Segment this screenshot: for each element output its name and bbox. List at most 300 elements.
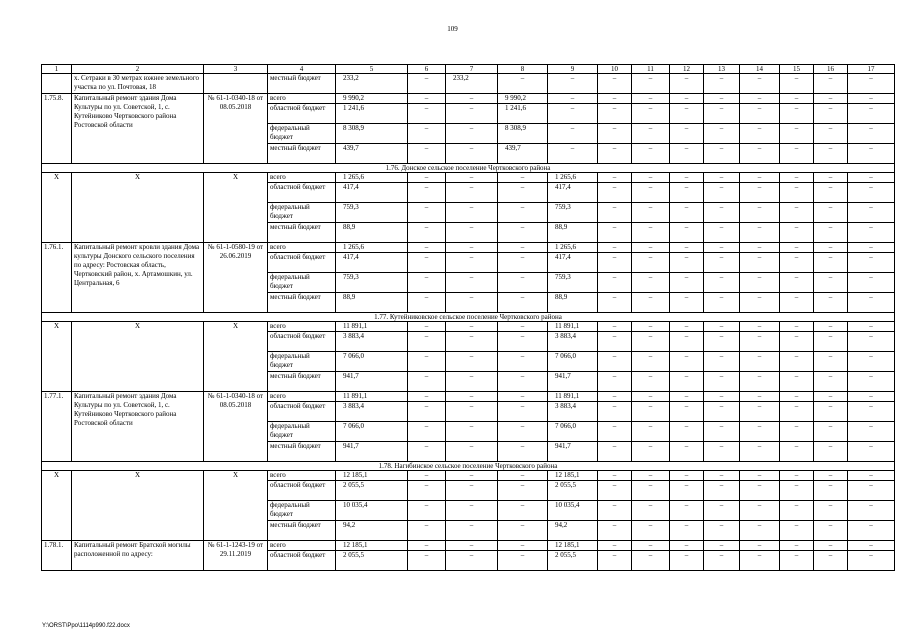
value-cell: – — [848, 392, 895, 402]
value-cell: 941,7 — [548, 442, 598, 462]
value-cell: – — [780, 124, 814, 144]
value-cell: – — [498, 402, 548, 422]
value-cell: – — [848, 293, 895, 313]
funding-source: всего — [268, 322, 336, 332]
item-number: 1.78.1. — [42, 541, 72, 571]
funding-source: всего — [268, 471, 336, 481]
value-cell: – — [848, 253, 895, 273]
value-cell: – — [446, 94, 498, 104]
value-cell: – — [408, 322, 446, 332]
value-cell: – — [780, 422, 814, 442]
value-cell: – — [498, 551, 548, 571]
funding-source: областной бюджет — [268, 104, 336, 124]
value-cell: – — [670, 183, 704, 203]
value-cell: – — [780, 501, 814, 521]
value-cell: – — [446, 173, 498, 183]
value-cell: – — [408, 541, 446, 551]
value-cell: 3 883,4 — [548, 402, 598, 422]
value-cell: 2 055,5 — [548, 481, 598, 501]
funding-source: всего — [268, 243, 336, 253]
item-number: X — [42, 173, 72, 243]
value-cell: – — [408, 352, 446, 372]
value-cell: – — [848, 74, 895, 94]
table-body — [42, 65, 895, 571]
value-cell: – — [814, 183, 848, 203]
value-cell: 1 265,6 — [336, 243, 408, 253]
value-cell: 10 035,4 — [548, 501, 598, 521]
value-cell: – — [408, 293, 446, 313]
value-cell: – — [814, 521, 848, 541]
value-cell: – — [446, 203, 498, 223]
value-cell: 11 891,1 — [548, 392, 598, 402]
value-cell: – — [848, 173, 895, 183]
item-name: Капитальный ремонт здания Дома Культуры по ул. Советской, 1, с. Кутейниково Чертковского района Ростовской области — [72, 94, 204, 164]
value-cell: – — [498, 481, 548, 501]
value-cell: – — [598, 372, 632, 392]
value-cell: – — [498, 74, 548, 94]
value-cell: – — [670, 442, 704, 462]
value-cell: – — [598, 402, 632, 422]
document-number: X — [204, 322, 268, 392]
value-cell: – — [670, 481, 704, 501]
table-row — [42, 243, 895, 253]
value-cell: – — [848, 501, 895, 521]
value-cell: – — [408, 74, 446, 94]
value-cell: – — [670, 243, 704, 253]
value-cell: – — [498, 501, 548, 521]
column-header: 3 — [204, 65, 268, 74]
value-cell: – — [670, 501, 704, 521]
value-cell: – — [780, 541, 814, 551]
value-cell: 1 265,6 — [548, 173, 598, 183]
item-number: 1.77.1. — [42, 392, 72, 462]
value-cell: – — [704, 402, 740, 422]
column-header: 10 — [598, 65, 632, 74]
value-cell: 2 055,5 — [336, 551, 408, 571]
value-cell: – — [632, 541, 670, 551]
value-cell: – — [740, 322, 780, 332]
value-cell: – — [740, 223, 780, 243]
value-cell: 10 035,4 — [336, 501, 408, 521]
value-cell: – — [704, 352, 740, 372]
value-cell: – — [780, 322, 814, 332]
value-cell: – — [848, 322, 895, 332]
value-cell: – — [848, 442, 895, 462]
value-cell: – — [632, 481, 670, 501]
value-cell: – — [814, 481, 848, 501]
value-cell: 759,3 — [336, 273, 408, 293]
column-header: 8 — [498, 65, 548, 74]
value-cell: – — [598, 243, 632, 253]
value-cell: – — [704, 442, 740, 462]
funding-source: местный бюджет — [268, 442, 336, 462]
column-header: 7 — [446, 65, 498, 74]
value-cell: – — [780, 481, 814, 501]
value-cell: – — [670, 223, 704, 243]
value-cell: – — [848, 243, 895, 253]
value-cell: 11 891,1 — [336, 392, 408, 402]
value-cell: – — [848, 372, 895, 392]
value-cell: – — [670, 372, 704, 392]
value-cell: – — [632, 173, 670, 183]
value-cell: – — [780, 332, 814, 352]
value-cell: – — [704, 372, 740, 392]
value-cell: – — [498, 471, 548, 481]
value-cell: – — [632, 273, 670, 293]
value-cell: – — [408, 422, 446, 442]
value-cell: – — [408, 442, 446, 462]
column-header: 5 — [336, 65, 408, 74]
value-cell: – — [498, 372, 548, 392]
value-cell: – — [632, 332, 670, 352]
value-cell: 417,4 — [336, 183, 408, 203]
column-header: 15 — [780, 65, 814, 74]
value-cell: – — [780, 471, 814, 481]
value-cell: – — [814, 124, 848, 144]
value-cell: – — [598, 74, 632, 94]
column-header: 12 — [670, 65, 704, 74]
value-cell: 2 055,5 — [336, 481, 408, 501]
table-row — [42, 471, 895, 481]
value-cell: – — [814, 293, 848, 313]
value-cell: – — [632, 94, 670, 104]
value-cell: – — [704, 392, 740, 402]
value-cell: – — [408, 372, 446, 392]
value-cell: – — [498, 293, 548, 313]
value-cell: 11 891,1 — [548, 322, 598, 332]
value-cell: 12 185,1 — [336, 471, 408, 481]
column-header: 17 — [848, 65, 895, 74]
value-cell: – — [498, 521, 548, 541]
value-cell: – — [632, 521, 670, 541]
value-cell: 3 883,4 — [336, 332, 408, 352]
value-cell: – — [670, 402, 704, 422]
section-header-row — [42, 462, 895, 471]
value-cell: – — [446, 422, 498, 442]
value-cell: – — [704, 223, 740, 243]
funding-source: местный бюджет — [268, 144, 336, 164]
value-cell: 233,2 — [446, 74, 498, 94]
value-cell: – — [446, 352, 498, 372]
value-cell: – — [848, 183, 895, 203]
value-cell: – — [740, 402, 780, 422]
value-cell: – — [780, 183, 814, 203]
value-cell: – — [780, 352, 814, 372]
value-cell: – — [704, 551, 740, 571]
funding-source: всего — [268, 94, 336, 104]
value-cell: – — [740, 203, 780, 223]
value-cell: 94,2 — [548, 521, 598, 541]
column-header: 1 — [42, 65, 72, 74]
value-cell: – — [408, 551, 446, 571]
value-cell: – — [814, 104, 848, 124]
value-cell: – — [498, 322, 548, 332]
funding-source: областной бюджет — [268, 253, 336, 273]
value-cell: – — [446, 144, 498, 164]
funding-source: федеральный бюджет — [268, 203, 336, 223]
section-header-row — [42, 164, 895, 173]
value-cell: – — [446, 501, 498, 521]
value-cell: – — [814, 442, 848, 462]
value-cell: – — [446, 322, 498, 332]
value-cell: – — [598, 183, 632, 203]
value-cell: 3 883,4 — [336, 402, 408, 422]
page-number: 109 — [447, 25, 458, 33]
value-cell: – — [408, 223, 446, 243]
value-cell: – — [740, 253, 780, 273]
value-cell: – — [670, 392, 704, 402]
value-cell: – — [498, 253, 548, 273]
value-cell: – — [848, 551, 895, 571]
column-header: 2 — [72, 65, 204, 74]
value-cell: – — [446, 243, 498, 253]
column-header: 14 — [740, 65, 780, 74]
value-cell: 941,7 — [336, 372, 408, 392]
value-cell: – — [704, 144, 740, 164]
value-cell: – — [446, 442, 498, 462]
value-cell: – — [632, 74, 670, 94]
value-cell: – — [814, 144, 848, 164]
value-cell: – — [598, 94, 632, 104]
value-cell: – — [632, 471, 670, 481]
value-cell: – — [704, 173, 740, 183]
value-cell: – — [848, 481, 895, 501]
item-name: X — [72, 173, 204, 243]
value-cell: – — [408, 481, 446, 501]
value-cell: 8 308,9 — [336, 124, 408, 144]
value-cell: – — [408, 501, 446, 521]
value-cell: – — [548, 104, 598, 124]
funding-source: федеральный бюджет — [268, 352, 336, 372]
value-cell: – — [814, 541, 848, 551]
value-cell: 88,9 — [548, 223, 598, 243]
value-cell: – — [598, 223, 632, 243]
value-cell: – — [670, 273, 704, 293]
value-cell: – — [670, 94, 704, 104]
value-cell: – — [704, 541, 740, 551]
value-cell: – — [498, 203, 548, 223]
item-name: Капитальный ремонт кровли здания Дома культуры Донского сельского поселения по адресу: Ростовская область, Чертковский район, х. Артамошкин, ул. Центральная, 6 — [72, 243, 204, 313]
value-cell: 759,3 — [548, 203, 598, 223]
value-cell: – — [848, 144, 895, 164]
value-cell: – — [408, 392, 446, 402]
value-cell: – — [498, 392, 548, 402]
item-name: X — [72, 322, 204, 392]
value-cell: – — [408, 332, 446, 352]
value-cell: – — [632, 124, 670, 144]
value-cell: – — [740, 541, 780, 551]
value-cell: – — [446, 183, 498, 203]
value-cell: – — [704, 124, 740, 144]
value-cell: – — [704, 322, 740, 332]
value-cell: – — [632, 183, 670, 203]
budget-table — [41, 64, 895, 571]
value-cell: 88,9 — [336, 223, 408, 243]
value-cell: – — [598, 501, 632, 521]
funding-source: федеральный бюджет — [268, 501, 336, 521]
value-cell: – — [446, 481, 498, 501]
funding-source: областной бюджет — [268, 332, 336, 352]
value-cell: – — [446, 273, 498, 293]
value-cell: – — [446, 104, 498, 124]
value-cell: – — [780, 392, 814, 402]
table-row — [42, 74, 895, 94]
value-cell: – — [408, 521, 446, 541]
value-cell: 417,4 — [336, 253, 408, 273]
value-cell: – — [814, 471, 848, 481]
value-cell: – — [670, 322, 704, 332]
value-cell: 7 066,0 — [548, 422, 598, 442]
value-cell: 941,7 — [336, 442, 408, 462]
value-cell: – — [408, 471, 446, 481]
value-cell: – — [632, 422, 670, 442]
value-cell: – — [446, 541, 498, 551]
value-cell: – — [670, 352, 704, 372]
value-cell: 941,7 — [548, 372, 598, 392]
value-cell: 12 185,1 — [548, 541, 598, 551]
value-cell: – — [740, 243, 780, 253]
value-cell: – — [598, 442, 632, 462]
value-cell: – — [446, 124, 498, 144]
value-cell: – — [848, 223, 895, 243]
value-cell: 233,2 — [336, 74, 408, 94]
value-cell: – — [632, 104, 670, 124]
value-cell: – — [670, 74, 704, 94]
column-header: 11 — [632, 65, 670, 74]
value-cell: – — [780, 144, 814, 164]
value-cell: 759,3 — [336, 203, 408, 223]
value-cell: – — [848, 124, 895, 144]
value-cell: – — [446, 332, 498, 352]
value-cell: – — [814, 372, 848, 392]
value-cell: 12 185,1 — [548, 471, 598, 481]
value-cell: – — [704, 471, 740, 481]
value-cell: – — [408, 144, 446, 164]
column-header: 9 — [548, 65, 598, 74]
value-cell: 7 066,0 — [336, 352, 408, 372]
item-number — [42, 74, 72, 94]
value-cell: – — [740, 501, 780, 521]
funding-source: областной бюджет — [268, 481, 336, 501]
funding-source: местный бюджет — [268, 293, 336, 313]
value-cell: – — [814, 551, 848, 571]
item-name: Капитальный ремонт здания Дома Культуры по ул. Советской, 1, с. Кутейниково Чертковского района Ростовской области — [72, 392, 204, 462]
value-cell: – — [740, 293, 780, 313]
value-cell: – — [780, 551, 814, 571]
value-cell: – — [498, 422, 548, 442]
value-cell: – — [632, 392, 670, 402]
value-cell: – — [740, 74, 780, 94]
value-cell: – — [408, 104, 446, 124]
funding-source: федеральный бюджет — [268, 124, 336, 144]
value-cell: – — [670, 173, 704, 183]
value-cell: – — [704, 293, 740, 313]
value-cell: 439,7 — [336, 144, 408, 164]
value-cell: – — [446, 392, 498, 402]
value-cell: – — [498, 273, 548, 293]
value-cell: – — [814, 322, 848, 332]
document-number — [204, 74, 268, 94]
value-cell: – — [498, 332, 548, 352]
value-cell: – — [780, 521, 814, 541]
funding-source: всего — [268, 173, 336, 183]
funding-source: местный бюджет — [268, 372, 336, 392]
value-cell: – — [814, 422, 848, 442]
value-cell: – — [704, 203, 740, 223]
value-cell: – — [704, 94, 740, 104]
value-cell: – — [704, 422, 740, 442]
value-cell: – — [598, 521, 632, 541]
value-cell: – — [814, 243, 848, 253]
column-header-row — [42, 65, 895, 74]
funding-source: федеральный бюджет — [268, 422, 336, 442]
value-cell: – — [598, 104, 632, 124]
value-cell: – — [814, 173, 848, 183]
value-cell: – — [632, 551, 670, 571]
value-cell: – — [632, 203, 670, 223]
value-cell: – — [704, 243, 740, 253]
value-cell: – — [598, 541, 632, 551]
value-cell: 8 308,9 — [498, 124, 548, 144]
value-cell: – — [408, 124, 446, 144]
value-cell: – — [848, 104, 895, 124]
value-cell: – — [548, 94, 598, 104]
value-cell: – — [740, 273, 780, 293]
value-cell: – — [814, 253, 848, 273]
value-cell: – — [704, 481, 740, 501]
item-name: Капитальный ремонт Братской могилы расположенной по адресу: — [72, 541, 204, 571]
table-row — [42, 541, 895, 551]
value-cell: – — [670, 541, 704, 551]
value-cell: – — [740, 352, 780, 372]
value-cell: 11 891,1 — [336, 322, 408, 332]
value-cell: – — [740, 124, 780, 144]
value-cell: – — [632, 501, 670, 521]
value-cell: – — [780, 94, 814, 104]
funding-source: областной бюджет — [268, 402, 336, 422]
column-header: 4 — [268, 65, 336, 74]
value-cell: – — [704, 74, 740, 94]
file-path-footer: Y:\ORST\Ppo\1114p990.f22.docx — [42, 623, 130, 629]
value-cell: – — [548, 74, 598, 94]
value-cell: – — [632, 243, 670, 253]
value-cell: – — [814, 392, 848, 402]
value-cell: – — [498, 442, 548, 462]
funding-source: местный бюджет — [268, 521, 336, 541]
value-cell: 3 883,4 — [548, 332, 598, 352]
value-cell: – — [598, 352, 632, 372]
value-cell: – — [780, 273, 814, 293]
value-cell: – — [598, 273, 632, 293]
value-cell: – — [498, 223, 548, 243]
value-cell: – — [632, 352, 670, 372]
value-cell: 7 066,0 — [548, 352, 598, 372]
value-cell: – — [848, 273, 895, 293]
table-row — [42, 392, 895, 402]
value-cell: – — [670, 551, 704, 571]
item-number: 1.76.1. — [42, 243, 72, 313]
value-cell: – — [780, 402, 814, 422]
value-cell: – — [704, 273, 740, 293]
value-cell: – — [848, 541, 895, 551]
value-cell: – — [408, 203, 446, 223]
value-cell: – — [780, 442, 814, 462]
value-cell: – — [740, 471, 780, 481]
value-cell: 1 241,6 — [498, 104, 548, 124]
value-cell: – — [740, 481, 780, 501]
value-cell: 12 185,1 — [336, 541, 408, 551]
value-cell: – — [704, 183, 740, 203]
